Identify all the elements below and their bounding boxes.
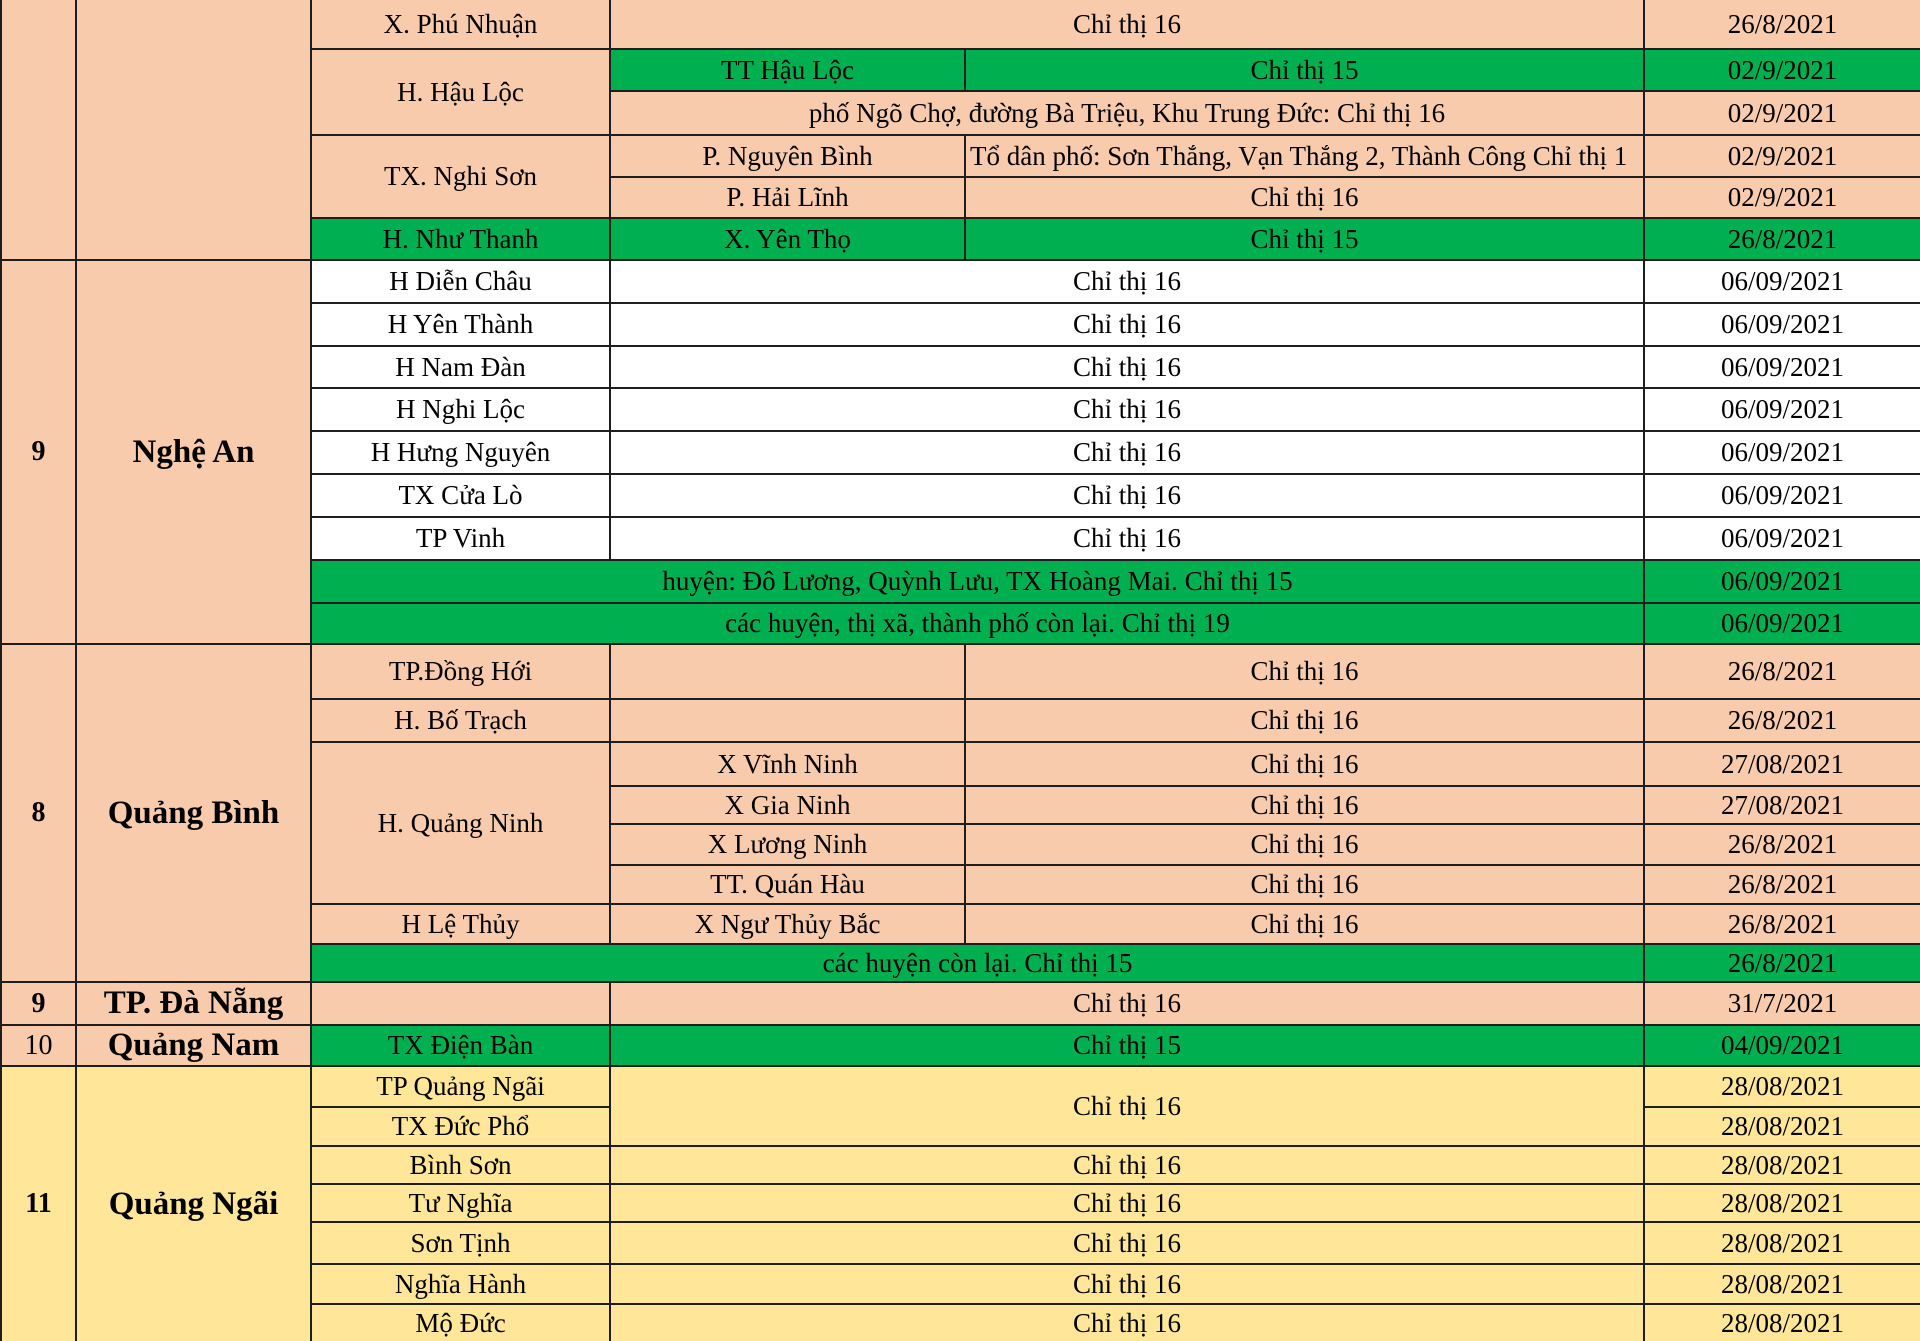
- district-cell: H. Hậu Lộc: [312, 50, 609, 134]
- directive-cell: Chỉ thị 16: [611, 1147, 1643, 1183]
- stt-cell: 11: [2, 1067, 75, 1341]
- directive-cell: Chỉ thị 16: [611, 983, 1643, 1024]
- ward-cell: X Vĩnh Ninh: [611, 743, 964, 785]
- directive-cell: Chỉ thị 16: [611, 432, 1643, 473]
- directive-cell: Chỉ thị 16: [611, 475, 1643, 516]
- date-cell: 06/09/2021: [1645, 432, 1920, 473]
- district-cell: TX. Nghi Sơn: [312, 136, 609, 217]
- date-cell: 06/09/2021: [1645, 604, 1920, 643]
- directive-cell: Chỉ thị 16: [966, 866, 1643, 903]
- directive-cell: Chỉ thị 15: [966, 219, 1643, 259]
- note-cell: huyện: Đô Lương, Quỳnh Lưu, TX Hoàng Mai. Chỉ thị 15: [312, 561, 1643, 602]
- directive-cell: Chỉ thị 15: [966, 50, 1643, 90]
- directive-cell: Chỉ thị 16: [966, 787, 1643, 823]
- ward-cell: X Gia Ninh: [611, 787, 964, 823]
- date-cell: 06/09/2021: [1645, 561, 1920, 602]
- date-cell: 28/08/2021: [1645, 1305, 1920, 1341]
- note-cell: các huyện còn lại. Chỉ thị 15: [312, 945, 1643, 981]
- date-cell: 02/9/2021: [1645, 136, 1920, 176]
- province-cell: [77, 0, 310, 259]
- district-cell: Mộ Đức: [312, 1305, 609, 1341]
- date-cell: 06/09/2021: [1645, 347, 1920, 387]
- district-cell: H Yên Thành: [312, 304, 609, 345]
- date-cell: 31/7/2021: [1645, 983, 1920, 1024]
- date-cell: 06/09/2021: [1645, 389, 1920, 430]
- directive-cell: Chỉ thị 16: [611, 261, 1643, 302]
- directive-cell: Chỉ thị 16: [611, 1185, 1643, 1221]
- province-cell: Nghệ An: [77, 261, 310, 643]
- stt-cell: 8: [2, 645, 75, 981]
- district-cell: TX Cửa Lò: [312, 475, 609, 516]
- district-cell: H Nghi Lộc: [312, 389, 609, 430]
- date-cell: 27/08/2021: [1645, 743, 1920, 785]
- stt-cell: 9: [2, 983, 75, 1024]
- date-cell: 28/08/2021: [1645, 1223, 1920, 1263]
- district-cell: Bình Sơn: [312, 1147, 609, 1183]
- district-cell: Sơn Tịnh: [312, 1223, 609, 1263]
- ward-cell: TT Hậu Lộc: [611, 50, 964, 90]
- province-cell: Quảng Ngãi: [77, 1067, 310, 1341]
- directive-cell: Chỉ thị 16: [966, 825, 1643, 864]
- date-cell: 02/9/2021: [1645, 50, 1920, 90]
- ward-cell: X. Yên Thọ: [611, 219, 964, 259]
- district-cell: H. Quảng Ninh: [312, 743, 609, 903]
- directive-cell: Chỉ thị 16: [611, 304, 1643, 345]
- date-cell: 26/8/2021: [1645, 945, 1920, 981]
- date-cell: 06/09/2021: [1645, 261, 1920, 302]
- date-cell: 28/08/2021: [1645, 1265, 1920, 1303]
- district-cell: TP.Đồng Hới: [312, 645, 609, 698]
- district-cell: H Nam Đàn: [312, 347, 609, 387]
- stt-cell: [2, 0, 75, 259]
- directive-cell: Chỉ thị 16: [966, 905, 1643, 943]
- ward-cell-empty: [611, 700, 964, 741]
- district-cell: H. Bố Trạch: [312, 700, 609, 741]
- province-cell: Quảng Bình: [77, 645, 310, 981]
- district-cell: Nghĩa Hành: [312, 1265, 609, 1303]
- note-cell: các huyện, thị xã, thành phố còn lại. Chỉ thị 19: [312, 604, 1643, 643]
- district-cell: Tư Nghĩa: [312, 1185, 609, 1221]
- directive-cell: Chỉ thị 16: [966, 743, 1643, 785]
- directive-cell: Chỉ thị 16: [611, 1067, 1643, 1145]
- ward-cell: P. Nguyên Bình: [611, 136, 964, 176]
- date-cell: 04/09/2021: [1645, 1026, 1920, 1065]
- date-cell: 06/09/2021: [1645, 518, 1920, 559]
- ward-cell: TT. Quán Hàu: [611, 866, 964, 903]
- district-cell-empty: [312, 983, 609, 1024]
- date-cell: 28/08/2021: [1645, 1147, 1920, 1183]
- district-cell: TP Quảng Ngãi: [312, 1067, 609, 1106]
- directive-cell: Tổ dân phố: Sơn Thắng, Vạn Thắng 2, Thành Công Chỉ thị 1: [966, 136, 1643, 176]
- stt-cell: 10: [2, 1026, 75, 1065]
- date-cell: 02/9/2021: [1645, 92, 1920, 134]
- date-cell: 26/8/2021: [1645, 645, 1920, 698]
- directive-cell: Chỉ thị 16: [611, 1305, 1643, 1341]
- ward-cell-empty: [611, 645, 964, 698]
- date-cell: 02/9/2021: [1645, 178, 1920, 217]
- date-cell: 26/8/2021: [1645, 700, 1920, 741]
- district-cell: H. Như Thanh: [312, 219, 609, 259]
- directive-cell: phố Ngõ Chợ, đường Bà Triệu, Khu Trung Đức: Chỉ thị 16: [611, 92, 1643, 134]
- ward-cell: X Lương Ninh: [611, 825, 964, 864]
- directive-cell: Chỉ thị 16: [611, 1265, 1643, 1303]
- date-cell: 26/8/2021: [1645, 905, 1920, 943]
- directive-cell: Chỉ thị 16: [966, 178, 1643, 217]
- district-cell: H Diễn Châu: [312, 261, 609, 302]
- directive-cell: Chỉ thị 15: [611, 1026, 1643, 1065]
- ward-cell: P. Hải Lĩnh: [611, 178, 964, 217]
- date-cell: 28/08/2021: [1645, 1067, 1920, 1106]
- directive-cell: Chỉ thị 16: [966, 645, 1643, 698]
- date-cell: 06/09/2021: [1645, 304, 1920, 345]
- directive-cell: Chỉ thị 16: [966, 700, 1643, 741]
- district-cell: TP Vinh: [312, 518, 609, 559]
- date-cell: 26/8/2021: [1645, 219, 1920, 259]
- date-cell: 26/8/2021: [1645, 866, 1920, 903]
- directive-cell: Chỉ thị 16: [611, 518, 1643, 559]
- date-cell: 06/09/2021: [1645, 475, 1920, 516]
- directive-cell: Chỉ thị 16: [611, 0, 1643, 48]
- date-cell: 28/08/2021: [1645, 1108, 1920, 1145]
- date-cell: 26/8/2021: [1645, 825, 1920, 864]
- date-cell: 26/8/2021: [1645, 0, 1920, 48]
- directive-cell: Chỉ thị 16: [611, 1223, 1643, 1263]
- date-cell: 27/08/2021: [1645, 787, 1920, 823]
- directive-cell: Chỉ thị 16: [611, 347, 1643, 387]
- stt-cell: 9: [2, 261, 75, 643]
- province-cell: TP. Đà Nẵng: [77, 983, 310, 1024]
- province-cell: Quảng Nam: [77, 1026, 310, 1065]
- district-cell: H Hưng Nguyên: [312, 432, 609, 473]
- district-cell: X. Phú Nhuận: [312, 0, 609, 48]
- district-cell: TX Đức Phổ: [312, 1108, 609, 1145]
- ward-cell: X Ngư Thủy Bắc: [611, 905, 964, 943]
- date-cell: 28/08/2021: [1645, 1185, 1920, 1221]
- directive-cell: Chỉ thị 16: [611, 389, 1643, 430]
- district-cell: H Lệ Thủy: [312, 905, 609, 943]
- district-cell: TX Điện Bàn: [312, 1026, 609, 1065]
